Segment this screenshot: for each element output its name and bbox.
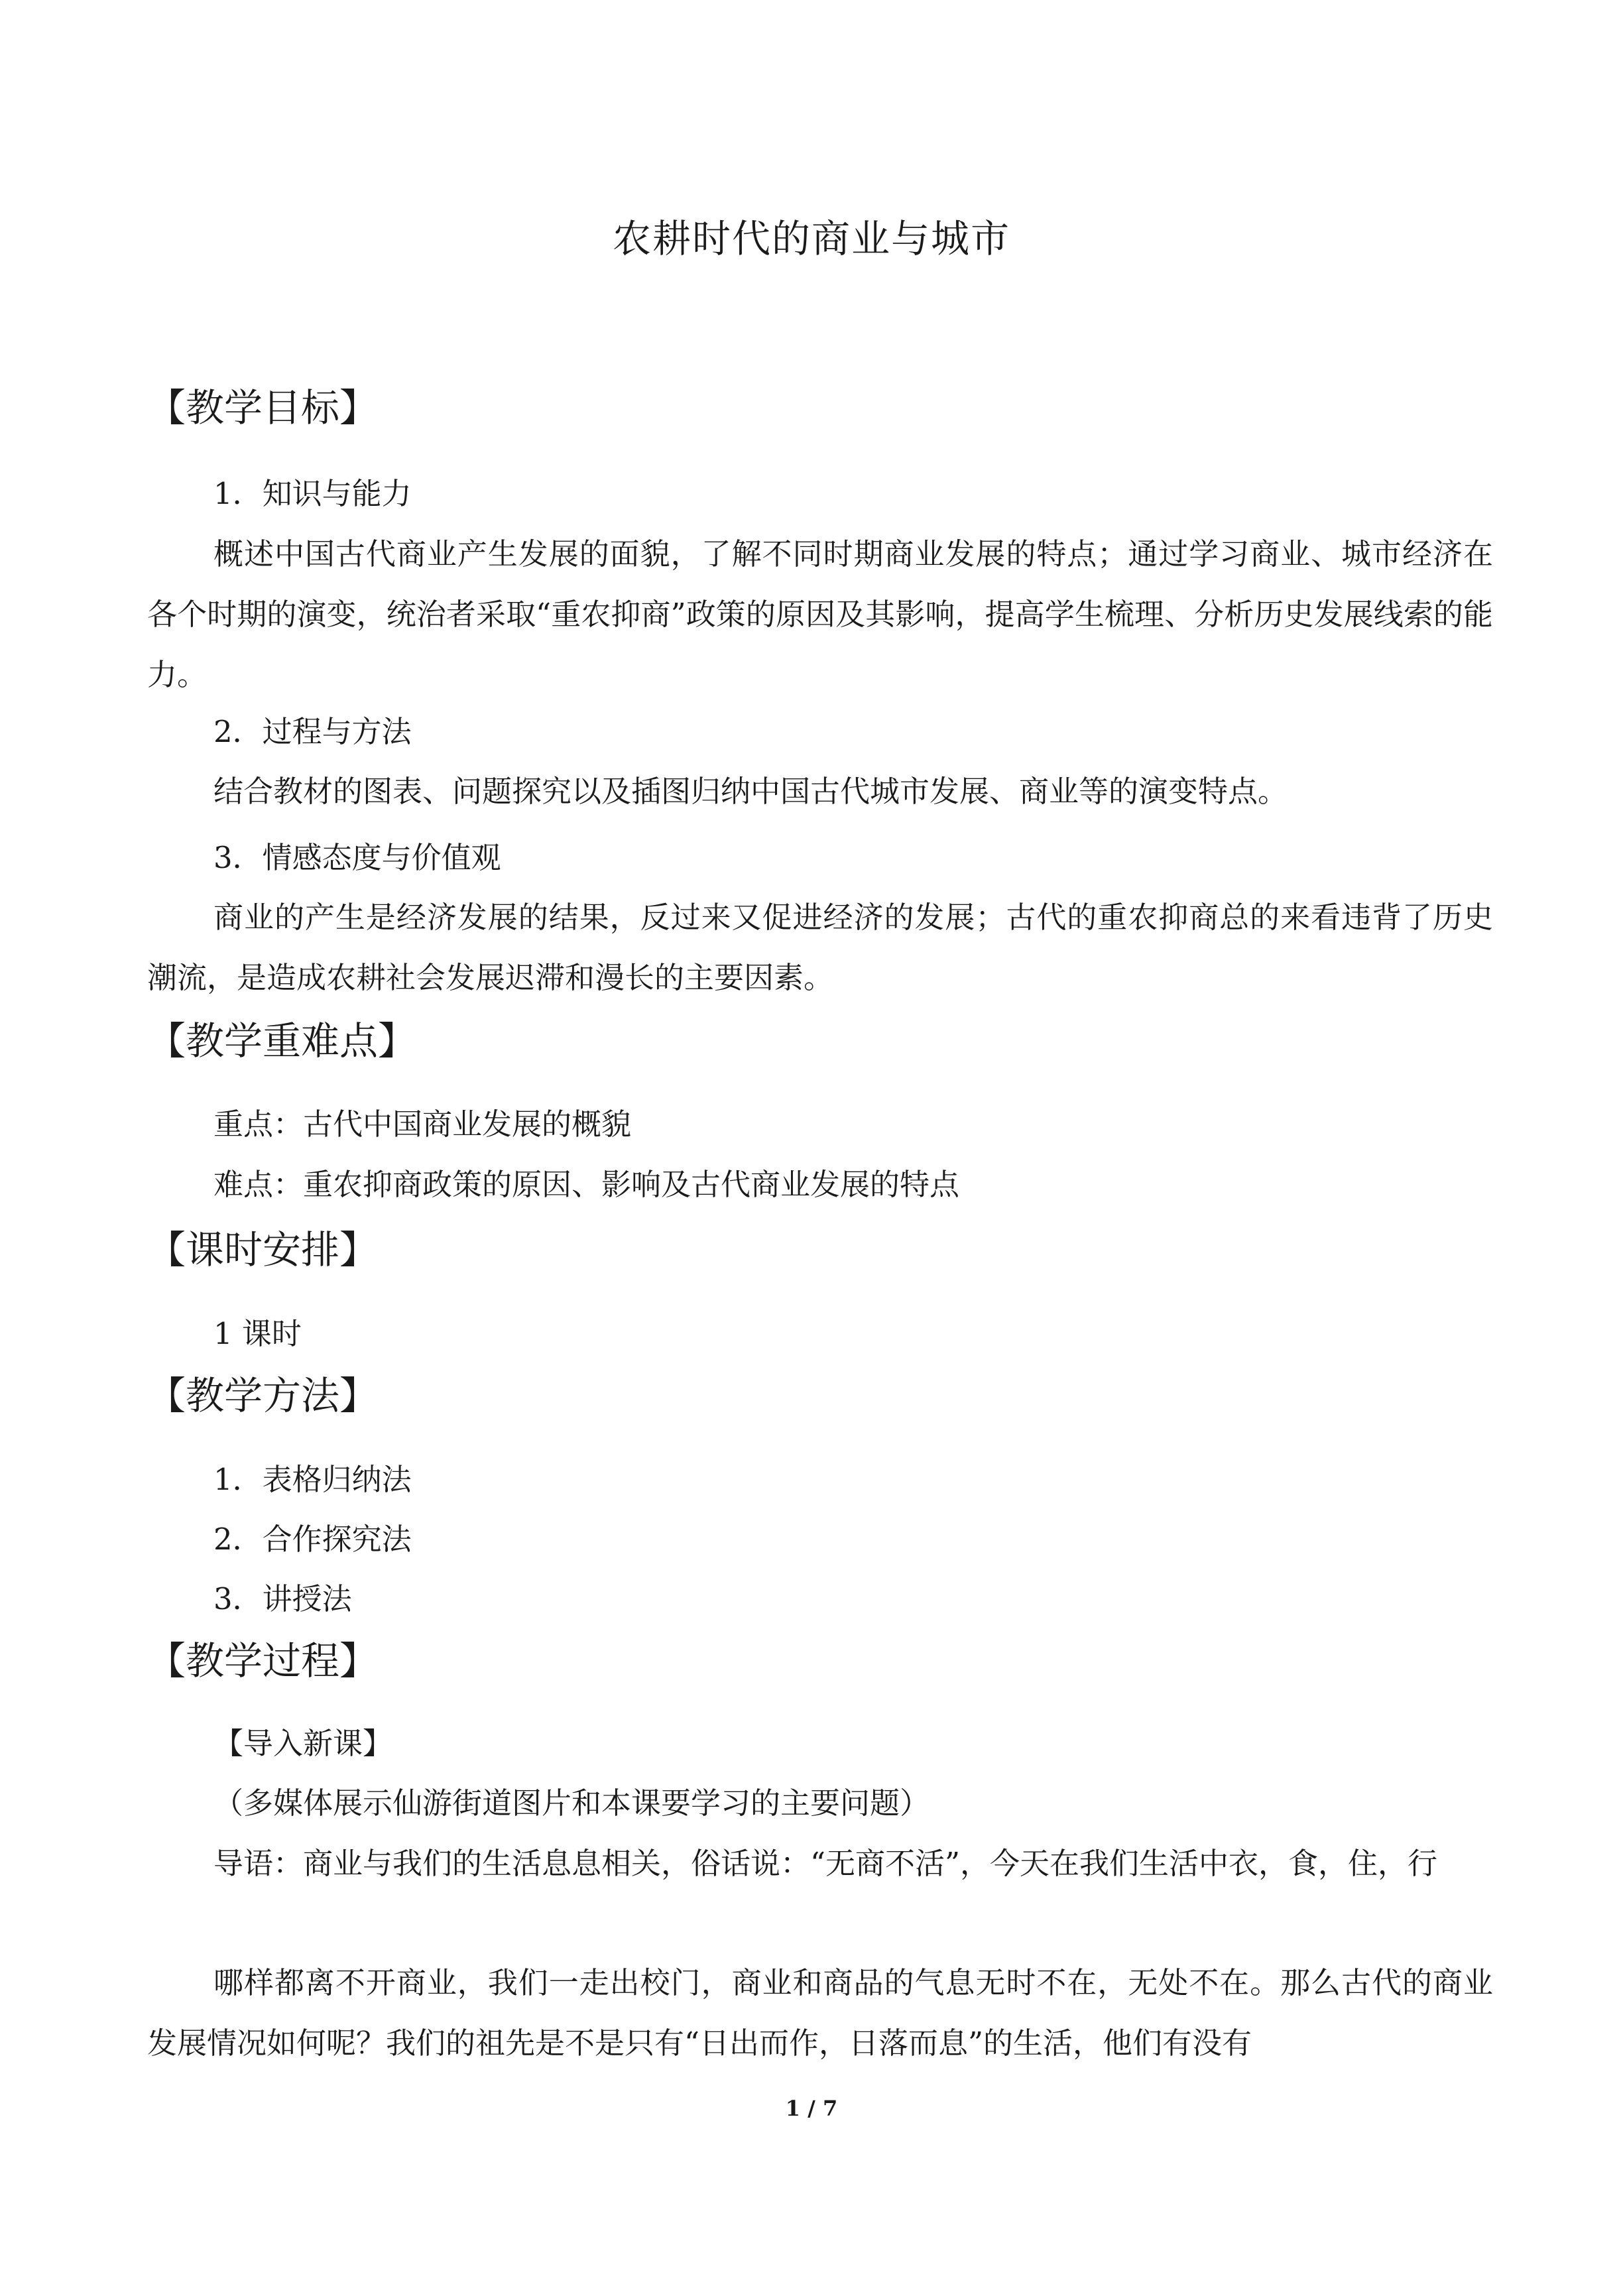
objective-1-label: 1．知识与能力 (213, 476, 412, 511)
method-item: 2．合作探究法 (213, 1522, 412, 1557)
objectives-heading: 【教学目标】 (147, 385, 379, 430)
objective-3-label: 3．情感态度与价值观 (213, 840, 501, 875)
intro-sub-heading: 【导入新课】 (213, 1726, 393, 1761)
methods-heading: 【教学方法】 (147, 1373, 379, 1418)
key-point-difficulty: 难点：重农抑商政策的原因、影响及古代商业发展的特点 (213, 1167, 960, 1202)
objective-3-text: 商业的产生是经济发展的结果，反过来又促进经济的发展；古代的重农抑商总的来看违背了历史潮流，是造成农耕社会发展迟滞和漫长的主要因素。 (147, 900, 1493, 995)
objective-2-label: 2．过程与方法 (213, 714, 412, 749)
document-title: 农耕时代的商业与城市 (612, 216, 1010, 261)
intro-paragraph-2: 哪样都离不开商业，我们一走出校门，商业和商品的气息无时不在，无处不在。那么古代的商业发展情况如何呢？我们的祖先是不是只有“日出而作，日落而息”的生活，他们有没有 (147, 1965, 1493, 2061)
method-item: 3．讲授法 (213, 1581, 352, 1616)
page-number: 1 / 7 (785, 2096, 838, 2121)
objective-1-text: 概述中国古代商业产生发展的面貌，了解不同时期商业发展的特点；通过学习商业、城市经济在各个时期的演变，统治者采取“重农抑商”政策的原因及其影响，提高学生梳理、分析历史发展线索的能力。 (147, 536, 1493, 692)
media-note: （多媒体展示仙游街道图片和本课要学习的主要问题） (213, 1785, 930, 1821)
schedule-heading: 【课时安排】 (147, 1227, 379, 1272)
objective-2-text: 结合教材的图表、问题探究以及插图归纳中国古代城市发展、商业等的演变特点。 (213, 774, 1288, 809)
key-points-heading: 【教学重难点】 (147, 1018, 417, 1063)
schedule-text: 1 课时 (213, 1316, 302, 1351)
method-item: 1．表格归纳法 (213, 1462, 412, 1497)
process-heading: 【教学过程】 (147, 1638, 379, 1683)
intro-paragraph: 导语：商业与我们的生活息息相关，俗话说：“无商不活”，今天在我们生活中衣，食，住，行 (213, 1846, 1438, 1881)
key-point-focus: 重点：古代中国商业发展的概貌 (213, 1107, 632, 1142)
